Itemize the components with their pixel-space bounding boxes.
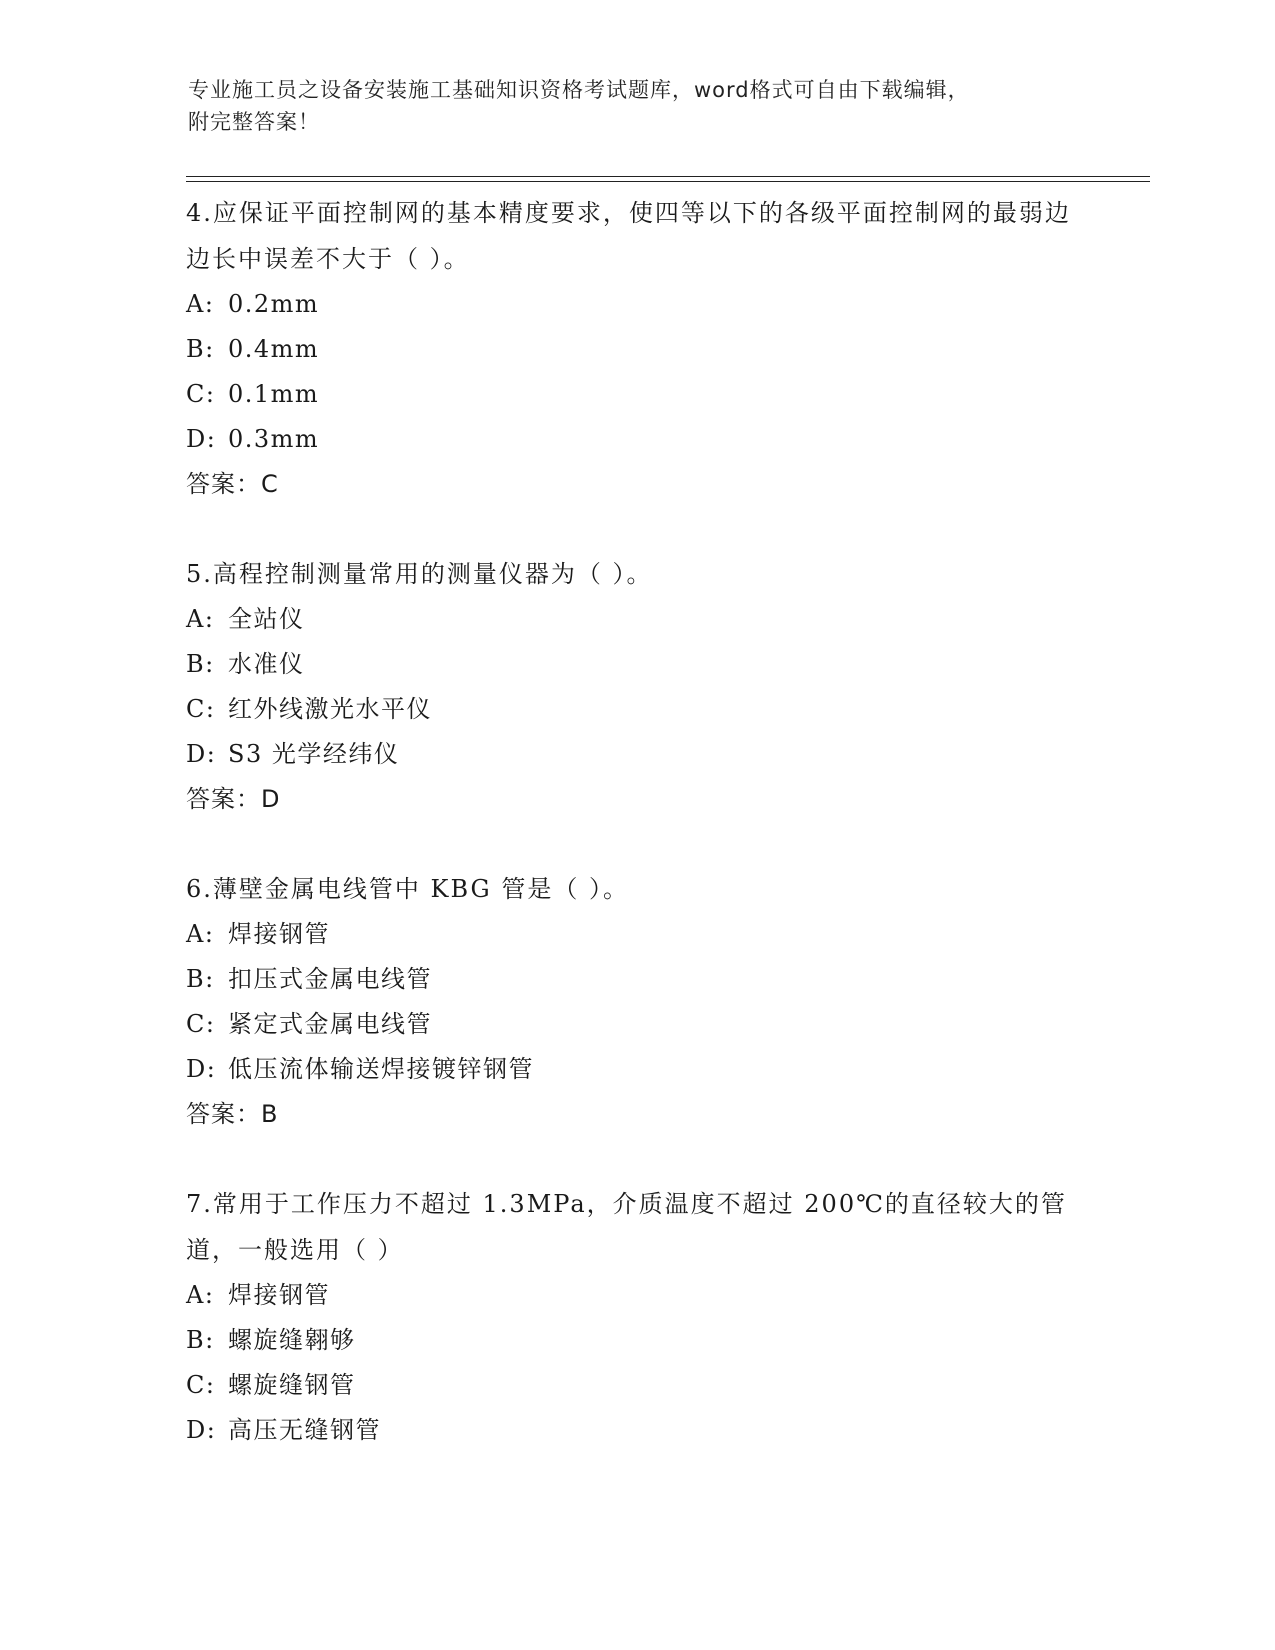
option-b (186, 327, 1086, 372)
option-text: 0.3mm (228, 425, 320, 453)
option-text: 螺旋缝翱够 (228, 1326, 356, 1354)
option-text: 0.2mm (228, 290, 320, 318)
option-b (186, 957, 1086, 1002)
option-b (186, 1318, 1086, 1363)
question-text: 5.高程控制测量常用的测量仪器为（ ）。 (186, 560, 653, 588)
option-a (186, 597, 1086, 642)
question-text: 4.应保证平面控制网的基本精度要求，使四等以下的各级平面控制网的最弱边边长中误差不大于（ ）。 (186, 199, 1071, 273)
question-list (186, 190, 1086, 1498)
option-key: D: (186, 740, 217, 768)
option-text: 螺旋缝钢管 (228, 1371, 356, 1399)
question-7 (186, 1181, 1086, 1453)
option-key: B: (186, 650, 215, 678)
option-a (186, 1273, 1086, 1318)
answer: 答案：B (186, 1100, 279, 1128)
option-d (186, 1408, 1086, 1453)
answer: 答案：C (186, 470, 279, 498)
option-key: B: (186, 335, 215, 363)
option-text: 扣压式金属电线管 (228, 965, 432, 993)
option-key: C: (186, 695, 216, 723)
option-key: B: (186, 965, 215, 993)
option-key: C: (186, 1010, 216, 1038)
option-c (186, 687, 1086, 732)
option-key: A: (186, 605, 215, 633)
question-text: 7.常用于工作压力不超过 1.3MPa，介质温度不超过 200℃的直径较大的管道，一般选用（ ） (186, 1190, 1067, 1264)
option-text: 紧定式金属电线管 (228, 1010, 432, 1038)
option-key: A: (186, 920, 215, 948)
question-4 (186, 190, 1086, 506)
answer: 答案：D (186, 785, 281, 813)
option-c (186, 1002, 1086, 1047)
option-d (186, 417, 1086, 462)
option-text: 焊接钢管 (228, 920, 330, 948)
option-a (186, 912, 1086, 957)
option-text: 0.4mm (228, 335, 320, 363)
option-d (186, 1047, 1086, 1092)
option-key: D: (186, 1416, 217, 1444)
header-line-1: 专业施工员之设备安装施工基础知识资格考试题库，word格式可自由下载编辑， (188, 78, 970, 102)
option-key: B: (186, 1326, 215, 1354)
option-key: A: (186, 1281, 215, 1309)
header-divider-bottom (186, 181, 1150, 182)
option-text: 红外线激光水平仪 (228, 695, 432, 723)
option-key: C: (186, 1371, 216, 1399)
option-c (186, 1363, 1086, 1408)
option-text: 全站仪 (228, 605, 305, 633)
question-5 (186, 551, 1086, 821)
option-text: 低压流体输送焊接镀锌钢管 (228, 1055, 534, 1083)
option-text: 0.1mm (228, 380, 320, 408)
option-text: 水准仪 (228, 650, 305, 678)
option-key: D: (186, 1055, 217, 1083)
option-a (186, 282, 1086, 327)
document-header (188, 74, 1068, 138)
header-divider-top (186, 176, 1150, 177)
option-key: A: (186, 290, 215, 318)
question-6 (186, 866, 1086, 1136)
option-text: S3 光学经纬仪 (228, 740, 400, 768)
option-text: 高压无缝钢管 (228, 1416, 381, 1444)
option-key: C: (186, 380, 216, 408)
question-text: 6.薄壁金属电线管中 KBG 管是（ ）。 (186, 875, 629, 903)
option-d (186, 732, 1086, 777)
option-c (186, 372, 1086, 417)
option-key: D: (186, 425, 217, 453)
header-line-2: 附完整答案！ (188, 110, 320, 134)
option-b (186, 642, 1086, 687)
option-text: 焊接钢管 (228, 1281, 330, 1309)
